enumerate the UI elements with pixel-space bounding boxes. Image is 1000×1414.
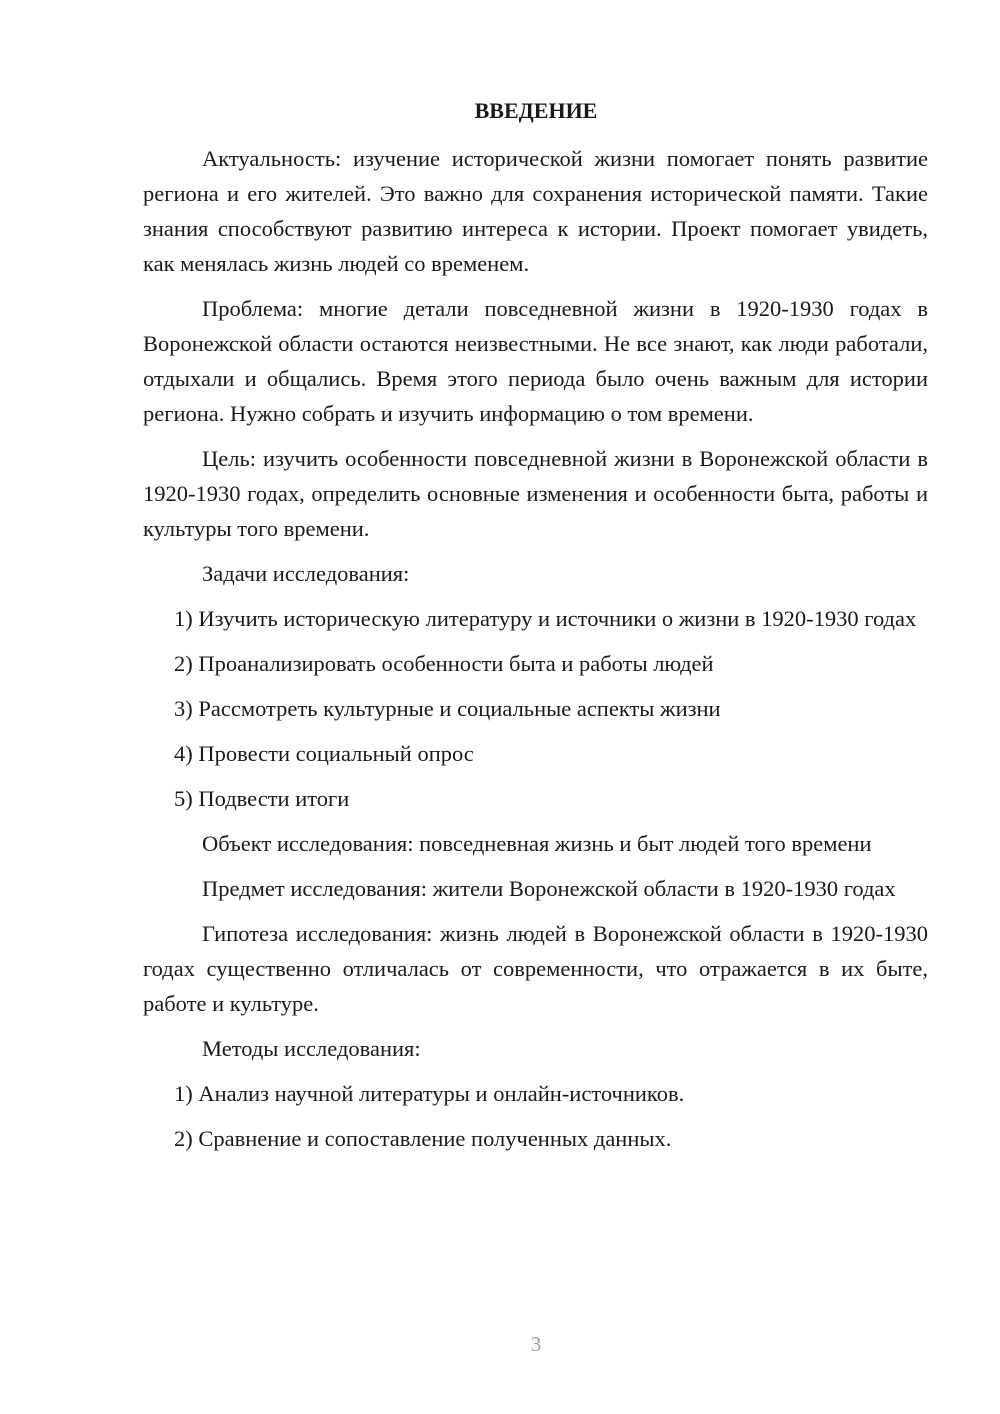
page-number: 3 <box>530 1332 542 1356</box>
hypothesis-paragraph: Гипотеза исследования: жизнь людей в Воронежской области в 1920-1930 годах существенно отличалась от современности, что отражается в их быте, работе и культуре. <box>143 921 928 1016</box>
methods-list <box>143 1076 928 1156</box>
tasks-heading: Задачи исследования: <box>202 561 410 586</box>
goal-paragraph: Цель: изучить особенности повседневной жизни в Воронежской области в 1920-1930 годах, определить основные изменения и особенности быта, работы и культуры того времени. <box>143 446 928 541</box>
list-item: 2) Сравнение и сопоставление полученных данных. <box>174 1126 672 1151</box>
list-item: 1) Изучить историческую литературу и источники о жизни в 1920-1930 годах <box>174 606 917 631</box>
document-body <box>143 141 928 1156</box>
relevance-paragraph: Актуальность: изучение исторической жизни помогает понять развитие региона и его жителей. Это важно для сохранения исторической памяти. Такие знания способствуют развитию интереса к истории. Проект помогает увидеть, как менялась жизнь людей со временем. <box>143 146 928 276</box>
problem-paragraph: Проблема: многие детали повседневной жизни в 1920-1930 годах в Воронежской области остаются неизвестными. Не все знают, как люди работали, отдыхали и общались. Время этого периода было очень важным для истории региона. Нужно собрать и изучить информацию о том времени. <box>143 296 928 426</box>
list-item: 1) Анализ научной литературы и онлайн-источников. <box>174 1081 685 1106</box>
object-paragraph: Объект исследования: повседневная жизнь и быт людей того времени <box>202 831 872 856</box>
subject-paragraph: Предмет исследования: жители Воронежской области в 1920-1930 годах <box>202 876 896 901</box>
list-item: 4) Провести социальный опрос <box>174 741 474 766</box>
list-item: 3) Рассмотреть культурные и социальные аспекты жизни <box>174 696 721 721</box>
list-item: 5) Подвести итоги <box>174 786 350 811</box>
list-item: 2) Проанализировать особенности быта и работы людей <box>174 651 714 676</box>
page-title: ВВЕДЕНИЕ <box>474 98 598 123</box>
tasks-list <box>143 601 928 816</box>
methods-heading: Методы исследования: <box>202 1036 421 1061</box>
